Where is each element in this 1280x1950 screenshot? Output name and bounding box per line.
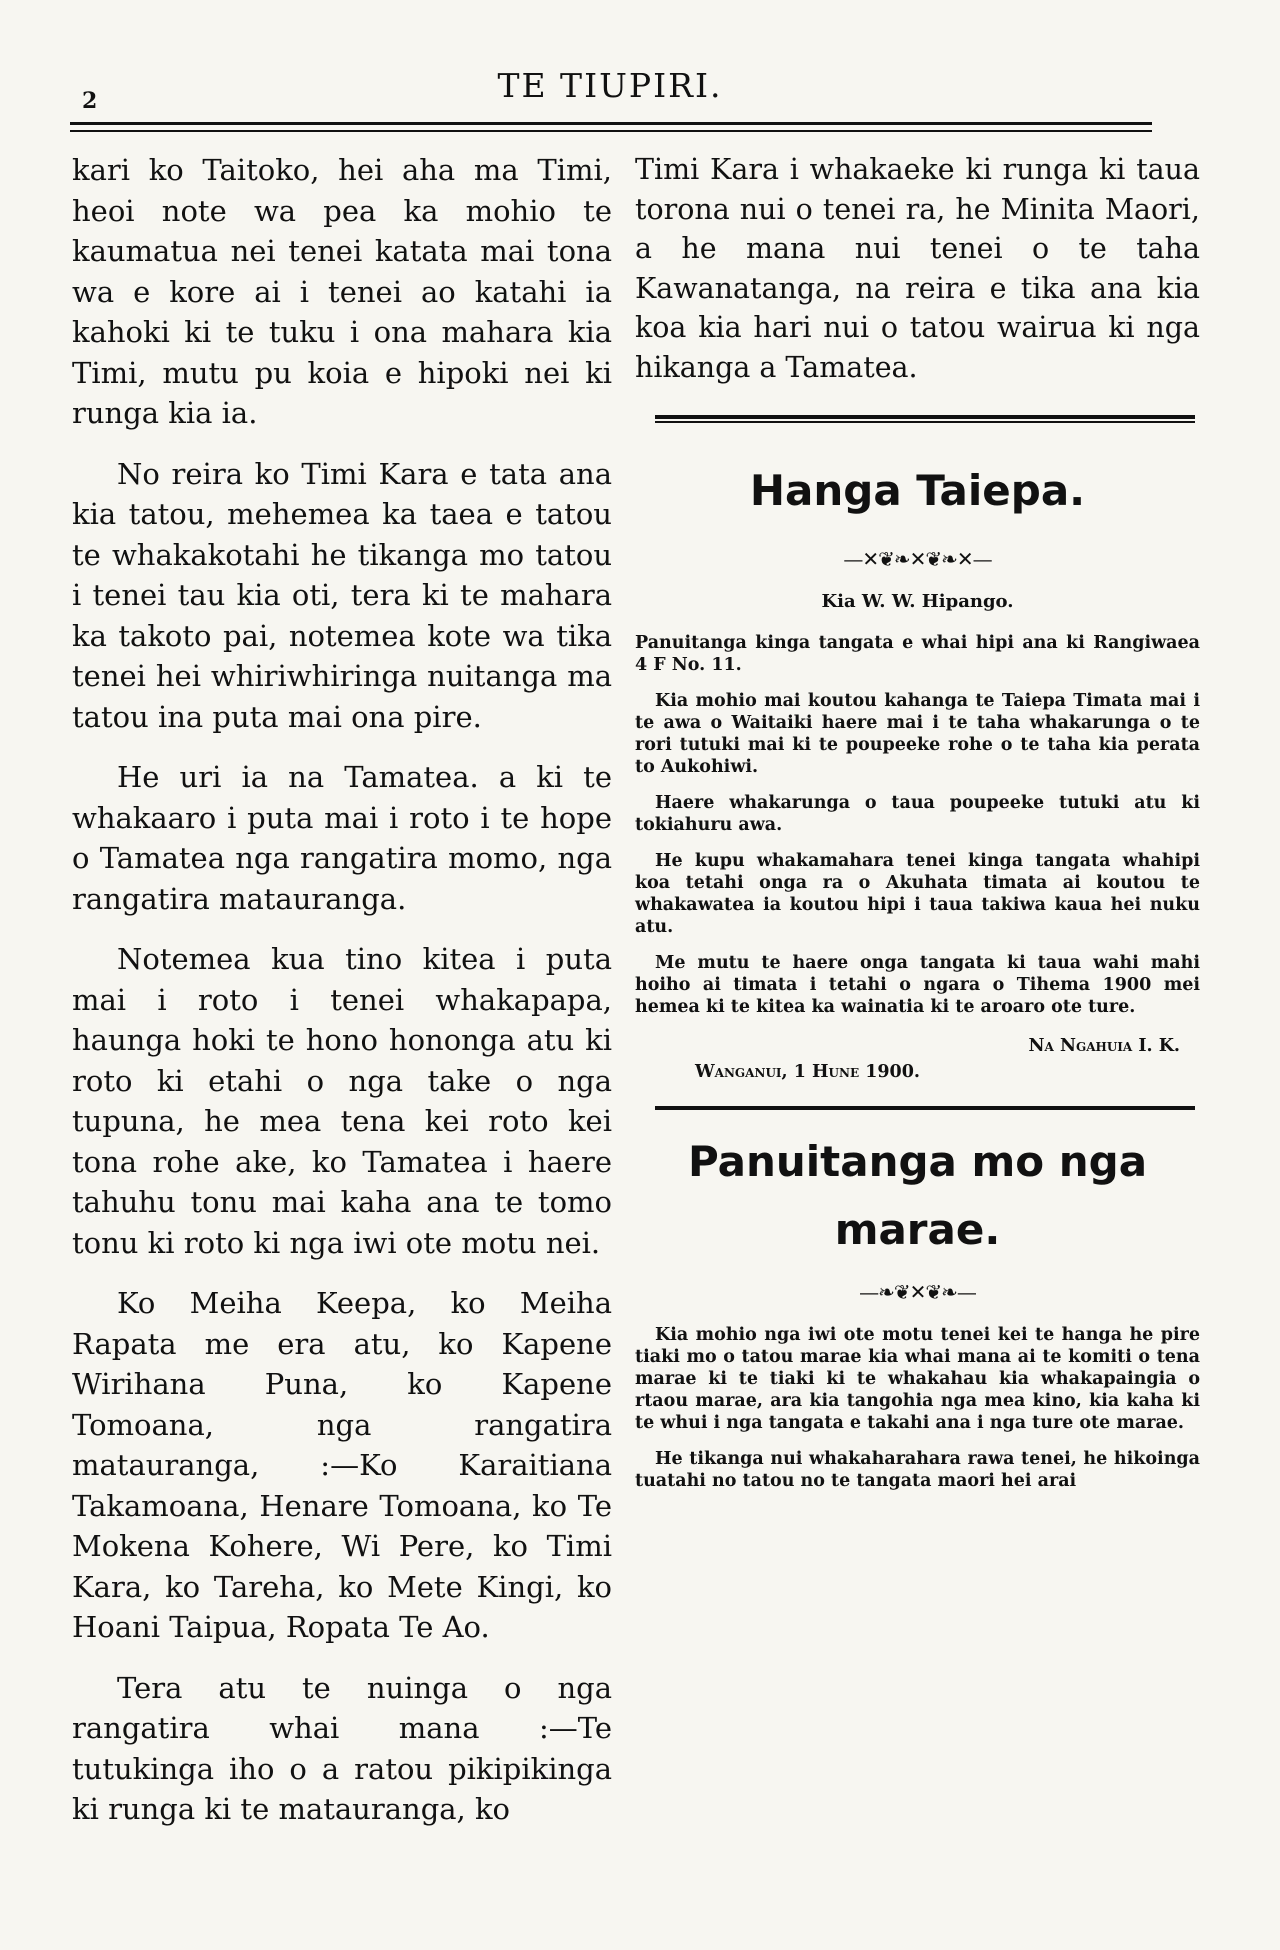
left-paragraph-2: No reira ko Timi Kara e tata ana kia tatou, mehemea ka taea e tatou te whakakotahi he tikanga mo tatou i tenei tau kia oti, tera ki te mahara ka takoto pai, notemea kote wa tika tenei hei whiriwhiringa nuitanga ma tatou ina puta mai ona pire.: [72, 456, 612, 734]
notice-byline: Kia W. W. Hipango.: [821, 590, 1014, 612]
left-paragraph-4: Notemea kua tino kitea i puta mai i roto i tenei whakapapa, haunga hoki te hono hononga atu ki roto ki etahi o nga take o nga tupuna, he mea tena kei roto kei tona rohe ake, ko Tamatea i haere tahuhu tonu mai kaha ana te tomo tonu ki roto ki nga iwi ote motu nei.: [72, 942, 612, 1260]
section-divider-thin: [655, 421, 1195, 423]
right-intro-paragraph: Timi Kara i whakaeke ki runga ki taua torona nui o tenei ra, he Minita Maori, a he mana nui tenei o te taha Kawanatanga, na reira e tika ana kia koa kia hari nui o tatou wairua ki nga hikanga a Tamatea.: [635, 153, 1200, 384]
header-rule-thin: [70, 130, 1152, 132]
notice-paragraph: Kia mohio mai koutou kahanga te Taiepa Timata mai i te awa o Waitaiki haere mai i te taha whakarunga o te rori tutuki mai ki te poupeeke rohe o te taha kia perata to Aukohiwi.: [635, 690, 1200, 777]
notice-panuitanga-marae: [635, 1128, 1200, 1492]
notice-title-line-1: Panuitanga mo nga: [687, 1136, 1148, 1186]
ornament-divider-2: —❧❦✕❦❧—: [859, 1279, 976, 1304]
right-column: [635, 150, 1200, 1506]
notice-paragraph: Haere whakarunga o taua poupeeke tutuki atu ki tokiahuru awa.: [635, 792, 1200, 835]
notice-title: Hanga Taiepa.: [749, 465, 1086, 515]
notice-paragraph: Me mutu te haere onga tangata ki taua wahi mahi hoiho ai timata i tetahi o ngara o Tihema 1900 mei hemea ki te kitea ka wainatia ki te aroaro ote ture.: [635, 952, 1200, 1017]
page-number: 2: [82, 88, 98, 114]
notice-signature: Na Ngahuia I. K.: [1028, 1035, 1180, 1056]
notice-title-line-2: marae.: [834, 1204, 1001, 1254]
page-header: [70, 60, 1150, 114]
notice-paragraph: Kia mohio nga iwi ote motu tenei kei te hanga he pire tiaki mo o tatou marae kia whai mana ai te komiti o tena marae ki te tiaki ki te whakahau kia whakapaingia o rtaou marae, ara kia tangohia nga mea kino, kia kaha ki te whui i nga tangata e takahi ana i nga ture ote marae.: [635, 1324, 1200, 1433]
left-paragraph-6: Tera atu te nuinga o nga rangatira whai mana :—Te tutukinga iho o a ratou pikipikinga ki runga ki te matauranga, ko: [72, 1670, 612, 1826]
left-paragraph-3: He uri ia na Tamatea. a ki te whakaaro i puta mai i roto i te hope o Tamatea nga rangatira momo, nga rangatira matauranga.: [72, 760, 612, 916]
ornament-divider: —✕❦❧✕❦❧✕—: [843, 546, 992, 571]
header-rule-thick: [70, 122, 1152, 125]
notice-hanga-taiepa: [635, 463, 1200, 1082]
notice-paragraph: He tikanga nui whakaharahara rawa tenei, he hikoinga tuatahi no tatou no te tangata maori hei arai: [635, 1448, 1200, 1491]
left-paragraph-1: kari ko Taitoko, hei aha ma Timi, heoi note wa pea ka mohio te kaumatua nei tenei katata mai tona wa e kore ai i tenei ao katahi ia kahoki ki te tuku i ona mahara kia Timi, mutu pu koia e hipoki nei ki runga kia ia.: [72, 153, 612, 430]
notice-dateline: Wanganui, 1 Hune 1900.: [695, 1061, 920, 1082]
section-divider-thick: [655, 415, 1195, 419]
notice-paragraph: Panuitanga kinga tangata e whai hipi ana ki Rangiwaea 4 F No. 11.: [635, 632, 1200, 675]
left-column: [72, 150, 612, 1850]
left-paragraph-5: Ko Meiha Keepa, ko Meiha Rapata me era atu, ko Kapene Wirihana Puna, ko Kapene Tomoana, nga rangatira matauranga, :—Ko Karaitiana Takamoana, Henare Tomoana, ko Te Mokena Kohere, Wi Pere, ko Timi Kara, ko Tareha, ko Mete Kingi, ko Hoani Taipua, Ropata Te Ao.: [72, 1286, 612, 1644]
notice-paragraph: He kupu whakamahara tenei kinga tangata whahipi koa tetahi onga ra o Akuhata timata ai koutou te whakawatea ia koutou hipi i taua takiwa kaua hei nuku atu.: [635, 850, 1200, 937]
section-divider-thick-2: [655, 1106, 1195, 1110]
running-head: TE TIUPIRI.: [497, 66, 723, 105]
